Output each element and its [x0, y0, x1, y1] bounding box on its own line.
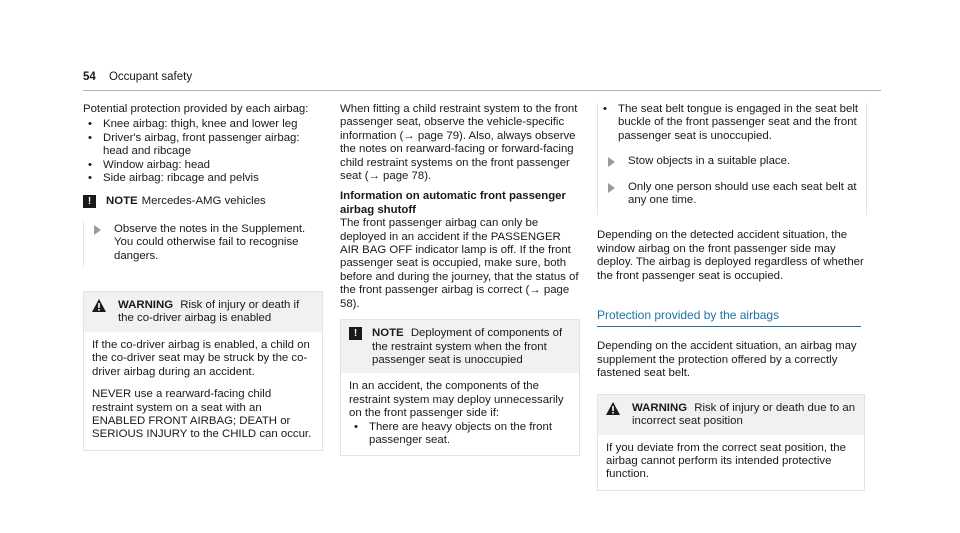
section-heading: Information on automatic front passenger airbag shutoff — [340, 190, 566, 216]
list-item: • Window airbag: head — [83, 159, 323, 172]
warning-triangle-icon — [606, 402, 620, 415]
list-item: • Driver's airbag, front passenger airbag: head and ribcage — [83, 132, 323, 159]
instruction-step — [84, 223, 323, 263]
warning-box-seat-position — [597, 394, 865, 491]
note-step-box — [83, 221, 323, 267]
page-number: 54 — [83, 71, 96, 83]
list-item: • Side airbag: ribcage and pelvis — [83, 172, 323, 185]
note-box-deployment — [340, 319, 580, 456]
note-icon: ! — [83, 195, 96, 208]
continued-note-box — [597, 103, 867, 215]
step-arrow-icon — [608, 183, 615, 193]
warning-body — [84, 332, 322, 450]
warning-keyword: WARNING — [118, 299, 174, 312]
note-keyword: NOTE — [106, 195, 138, 208]
list-item: • Knee airbag: thigh, knee and lower leg — [83, 118, 323, 131]
note-title: Deployment of components of the restraint system when the front passenger seat is unoccupied — [372, 327, 563, 366]
warning-header — [598, 395, 864, 435]
list-item: • There are heavy objects on the front passenger seat. — [349, 421, 571, 448]
airbag-shutoff-paragraph: The front passenger airbag can only be deployed in an accident if the PASSENGER AIR BAG OFF indicator lamp is off. If the front passenger seat is occupied, make sure, both before and during the journey, that the status of the front passenger airbag is correct (→ page 58). — [340, 217, 579, 310]
warning-box-codriver — [83, 291, 323, 451]
warning-title: Risk of injury or death due to an incorrect seat position — [632, 401, 856, 428]
note-keyword: NOTE — [372, 327, 404, 340]
header-rule — [83, 90, 881, 91]
note-title: Mercedes-AMG vehicles — [141, 195, 266, 208]
child-restraint-paragraph: When fitting a child restraint system to the front passenger seat, observe the vehicle-specific information (→ page 79). Also, always observe the notes on rearward-facing or forward-facing child restraint systems on the front passenger seat (→ page 78). — [340, 103, 578, 183]
warning-paragraph: If you deviate from the correct seat position, the airbag cannot perform its intended protective function. — [606, 441, 846, 481]
instruction-step — [598, 155, 866, 168]
step-text: Observe the notes in the Supplement. You could otherwise fail to recognise dangers. — [114, 222, 306, 262]
column-3 — [597, 103, 865, 491]
note-icon: ! — [349, 327, 362, 340]
note-body — [341, 373, 579, 455]
note-header — [341, 320, 579, 373]
warning-paragraph: If the co-driver airbag is enabled, a child on the co-driver seat may be struck by the co-driver airbag during an accident. — [92, 338, 310, 378]
step-text: Only one person should use each seat belt at any one time. — [628, 180, 857, 207]
note-paragraph: In an accident, the components of the restraint system may deploy unnecessarily on the front passenger side if: — [349, 380, 564, 420]
airbag-list — [83, 118, 323, 185]
warning-heading — [118, 299, 314, 326]
warning-keyword: WARNING — [632, 401, 688, 414]
note-heading — [372, 327, 571, 367]
section-title: Protection provided by the airbags — [597, 309, 861, 327]
warning-header — [84, 292, 322, 332]
window-airbag-paragraph: Depending on the detected accident situation, the window airbag on the front passenger side may deploy. The airbag is deployed regardless of whether the front passenger seat is occupied. — [597, 229, 864, 282]
warning-body — [598, 435, 864, 490]
column-1 — [83, 103, 323, 451]
step-text: Stow objects in a suitable place. — [628, 155, 791, 168]
column-2 — [340, 103, 580, 456]
protection-paragraph: Depending on the accident situation, an airbag may supplement the protection offered by a correctly fastened seat belt. — [597, 340, 857, 380]
page-title: Occupant safety — [108, 71, 193, 83]
warning-heading — [632, 402, 856, 429]
step-arrow-icon — [94, 225, 101, 235]
warning-title: Risk of injury or death if the co-driver airbag is enabled — [118, 299, 300, 325]
note-header — [83, 195, 323, 208]
warning-triangle-icon — [92, 299, 106, 312]
list-item: • The seat belt tongue is engaged in the seat belt buckle of the front passenger seat and the front passenger seat is unoccupied. — [598, 103, 866, 143]
step-arrow-icon — [608, 157, 615, 167]
note-list — [598, 103, 866, 143]
instruction-step — [598, 181, 866, 208]
page-header — [83, 71, 192, 84]
note-list — [349, 421, 571, 448]
intro-text: Potential protection provided by each airbag: — [83, 103, 309, 115]
note-amg — [83, 195, 323, 267]
warning-paragraph: NEVER use a rearward-facing child restraint system on a seat with an ENABLED FRONT AIRBAG; DEATH or SERIOUS INJURY to the CHILD can occur. — [92, 388, 312, 441]
